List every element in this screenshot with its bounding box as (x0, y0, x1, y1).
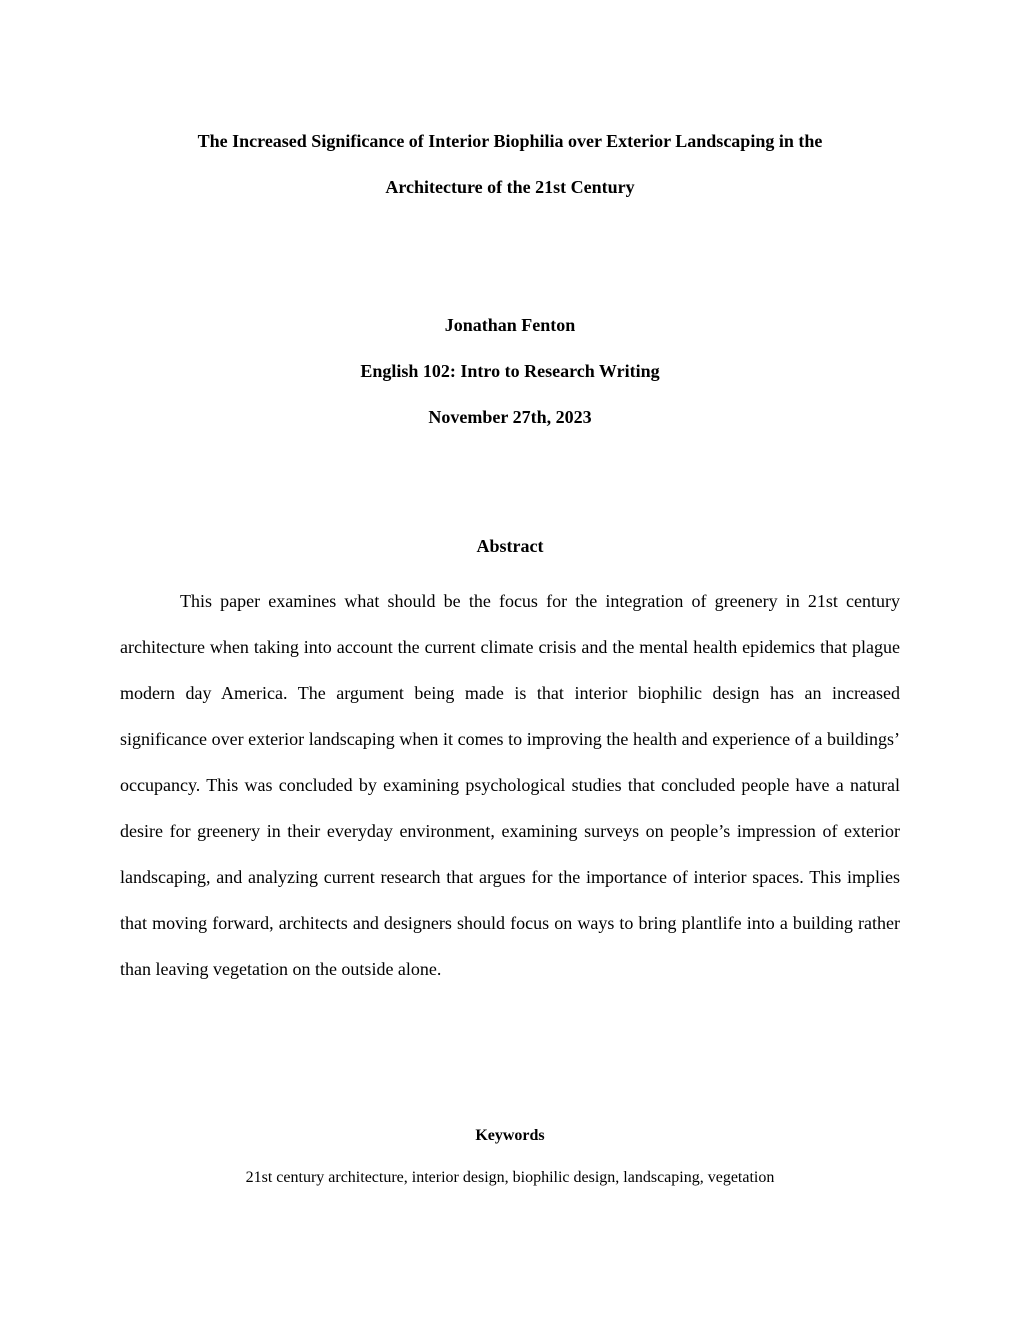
abstract-body: This paper examines what should be the focus for the integration of greenery in 21st century architecture when taking into account the current climate crisis and the mental health epidemics that plague modern day America. The argument being made is that interior biophilic design has an increased significance over exterior landscaping when it comes to improving the health and experience of a buildings’ occupancy. This was concluded by examining psychological studies that concluded people have a natural desire for greenery in their everyday environment, examining surveys on people’s impression of exterior landscaping, and analyzing current research that argues for the importance of interior spaces. This implies that moving forward, architects and designers should focus on ways to bring plantlife into a building rather than leaving vegetation on the outside alone. (120, 591, 900, 979)
course-name: English 102: Intro to Research Writing (360, 361, 660, 381)
keywords-heading: Keywords (475, 1127, 545, 1144)
paper-date: November 27th, 2023 (428, 407, 592, 427)
abstract-heading: Abstract (476, 536, 544, 556)
title-line-1: The Increased Significance of Interior Biophilia over Exterior Landscaping in the (197, 131, 823, 151)
author-info (120, 302, 900, 440)
keywords-list: 21st century architecture, interior design, biophilic design, landscaping, vegetation (245, 1169, 775, 1186)
paper-title (120, 118, 900, 210)
title-line-2: Architecture of the 21st Century (385, 177, 635, 197)
author-name: Jonathan Fenton (444, 315, 576, 335)
